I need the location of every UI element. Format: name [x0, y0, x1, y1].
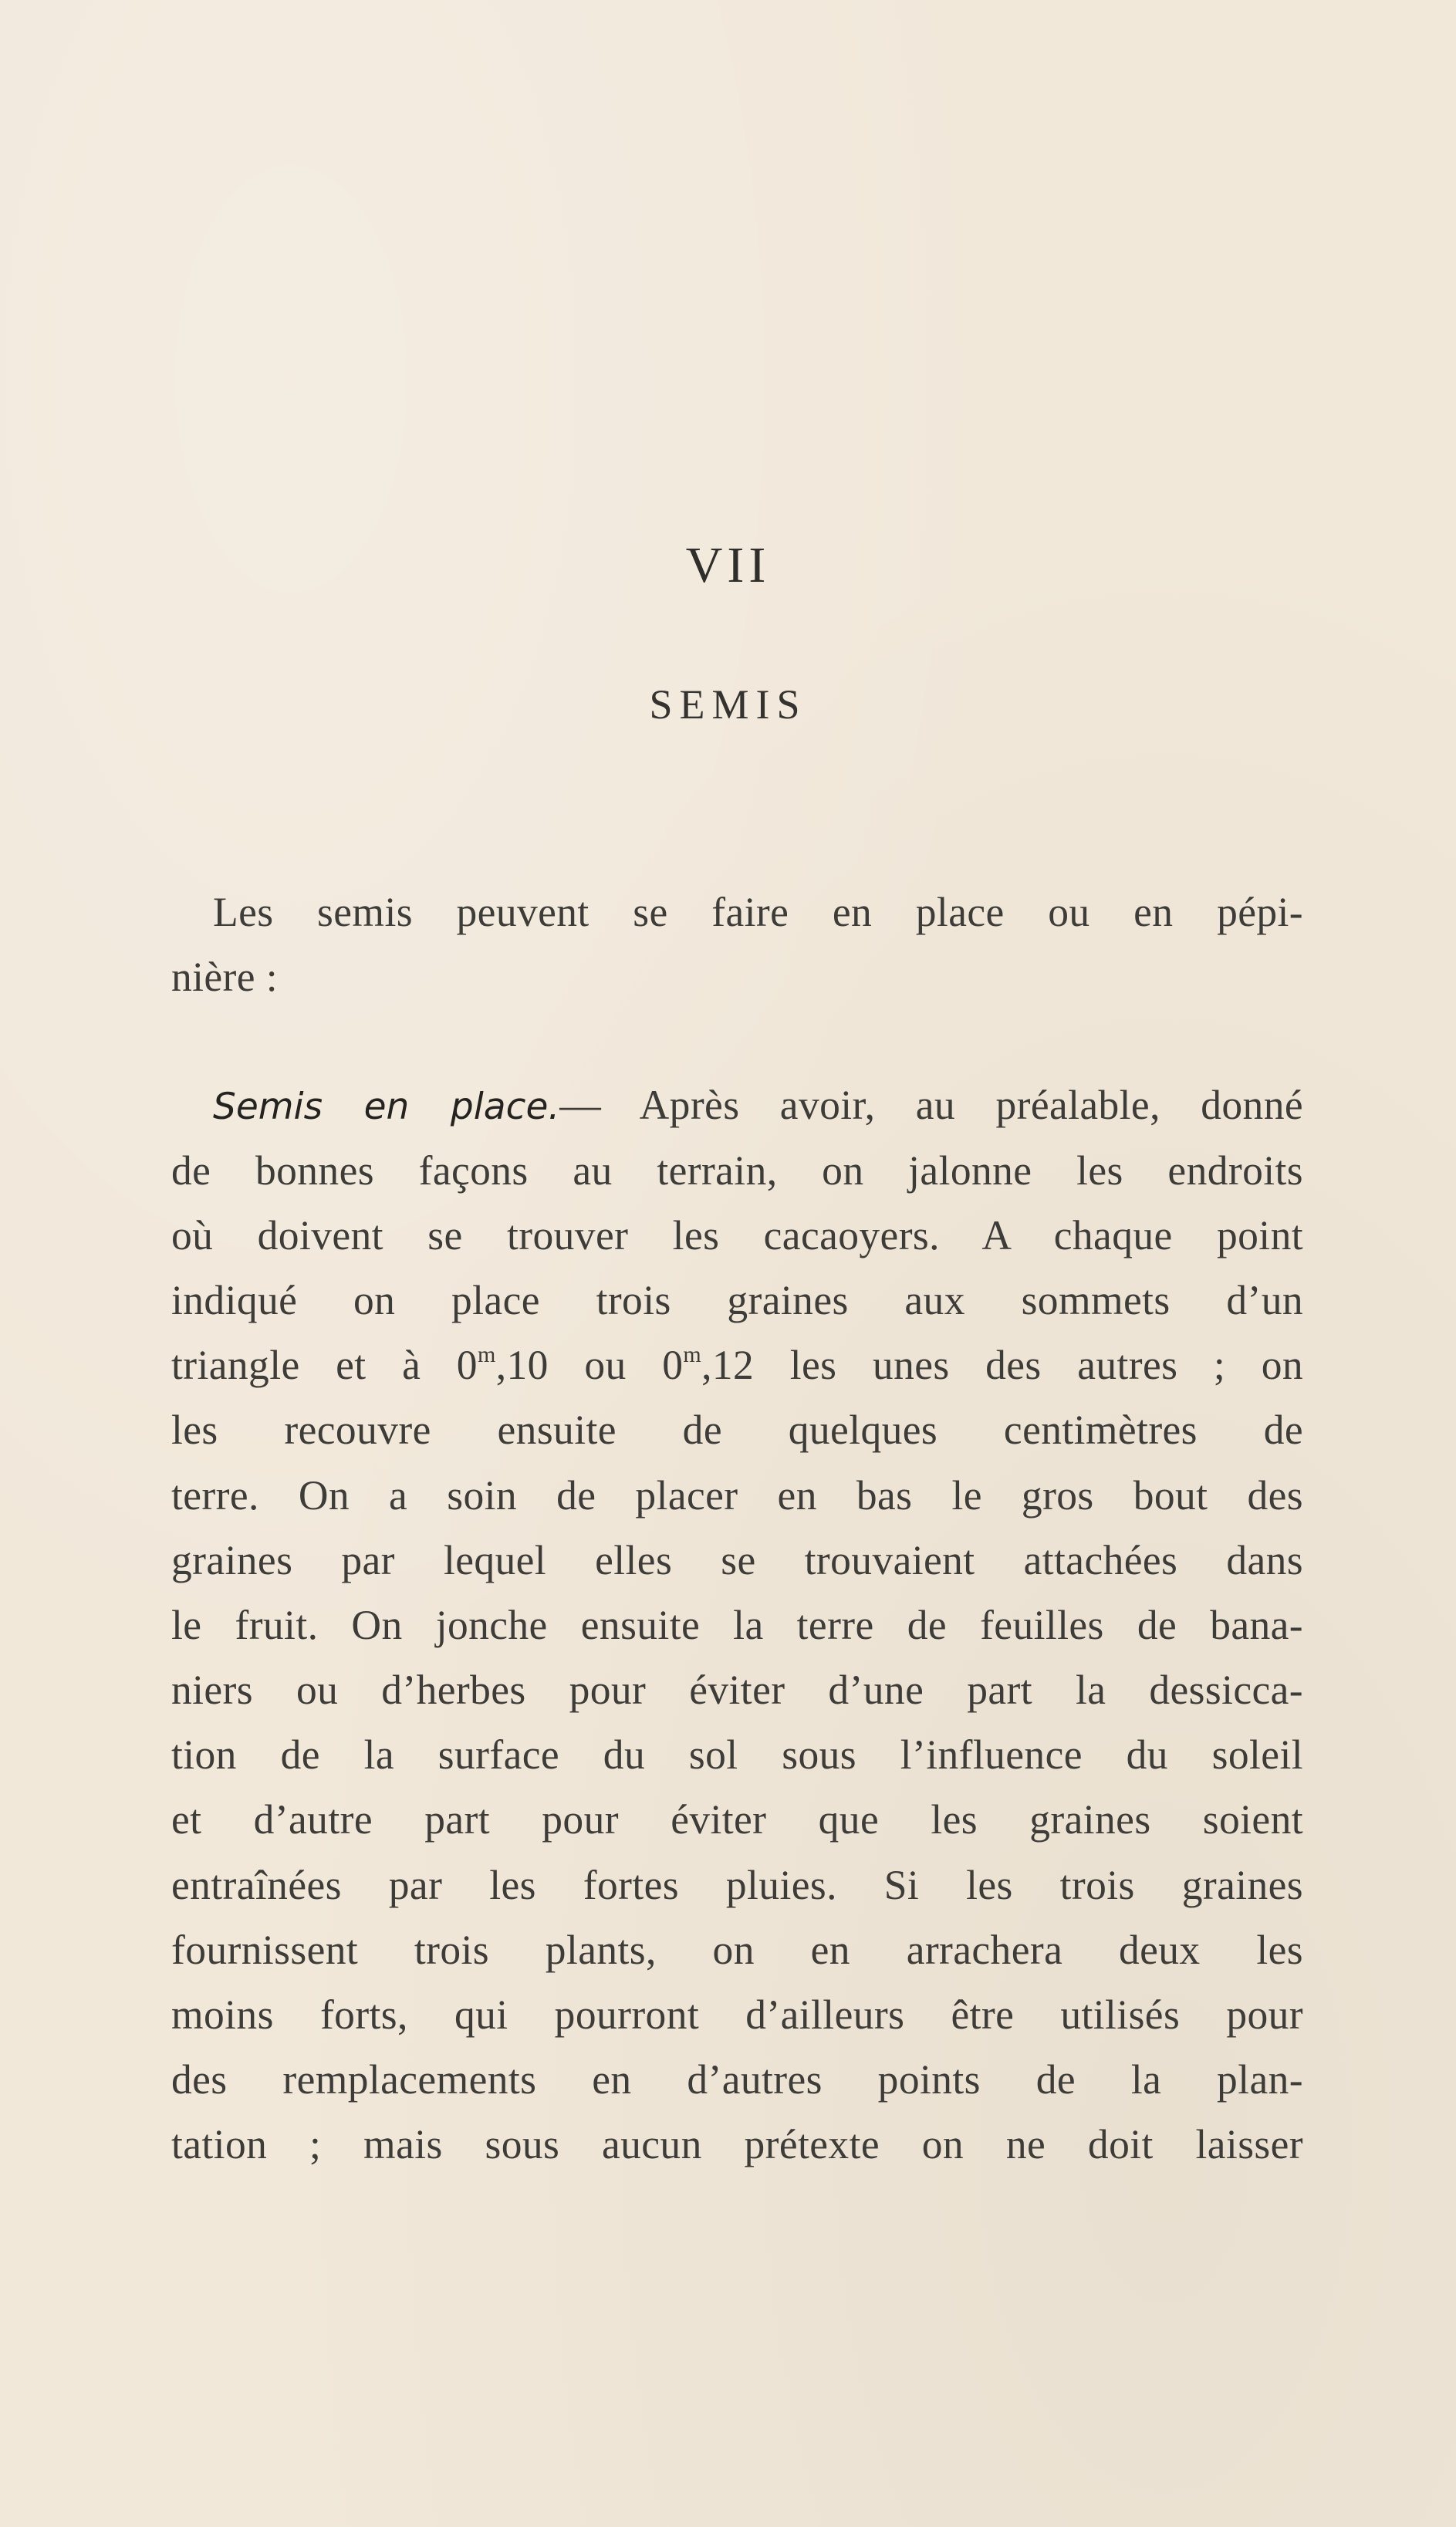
text-fragment: ,12	[701, 1342, 755, 1389]
text-fragment: les unes des autres ; on	[754, 1342, 1303, 1389]
runin-heading: Semis en place.	[213, 1086, 560, 1129]
text-line: le fruit. On jonche ensuite la terre de feuilles de bana-	[171, 1601, 1303, 1648]
text-line: et d’autre part pour éviter que les graines soient	[171, 1796, 1303, 1843]
text-line: des remplacements en d’autres points de la plan-	[171, 2056, 1303, 2103]
unit-superscript: m	[683, 1342, 702, 1368]
text-line: les recouvre ensuite de quelques centimètres de	[171, 1407, 1303, 1454]
text-line: fournissent trois plants, on en arrachera deux les	[171, 1926, 1303, 1973]
text-line	[171, 1073, 1303, 1137]
text-line: tation ; mais sous aucun prétexte on ne doit laisser	[171, 2121, 1303, 2168]
text-line	[171, 1333, 1303, 1397]
text-line: terre. On a soin de placer en bas le gros bout des	[171, 1471, 1303, 1519]
unit-superscript: m	[477, 1342, 496, 1368]
text-line: moins forts, qui pourront d’ailleurs être utilisés pour	[171, 1992, 1303, 2038]
chapter-number: VII	[685, 537, 771, 593]
text-line: nière :	[171, 954, 278, 1001]
text-line: tion de la surface du sol sous l’influence du soleil	[171, 1731, 1303, 1779]
text-line: où doivent se trouver les cacaoyers. A chaque point	[171, 1211, 1303, 1258]
text-line: entraînées par les fortes pluies. Si les trois graines	[171, 1861, 1303, 1908]
text-line: graines par lequel elles se trouvaient attachées dans	[171, 1536, 1303, 1583]
text-fragment: ,10	[495, 1342, 549, 1389]
chapter-title: SEMIS	[649, 681, 807, 728]
paragraph-gap	[171, 1009, 1303, 1073]
text-line: de bonnes façons au terrain, on jalonne les endroits	[171, 1147, 1303, 1194]
text-fragment: triangle et à 0	[171, 1342, 478, 1389]
text-line: Les semis peuvent se faire en place ou en pépi-	[213, 889, 1303, 935]
text-line: niers ou d’herbes pour éviter d’une part la dessicca-	[171, 1667, 1303, 1714]
body-text	[171, 880, 1303, 2177]
text-fragment: ou 0	[548, 1342, 684, 1389]
text-line: indiqué on place trois graines aux sommets d’un	[171, 1276, 1303, 1323]
text-fragment: — Après avoir, au préalable, donné	[559, 1082, 1303, 1129]
